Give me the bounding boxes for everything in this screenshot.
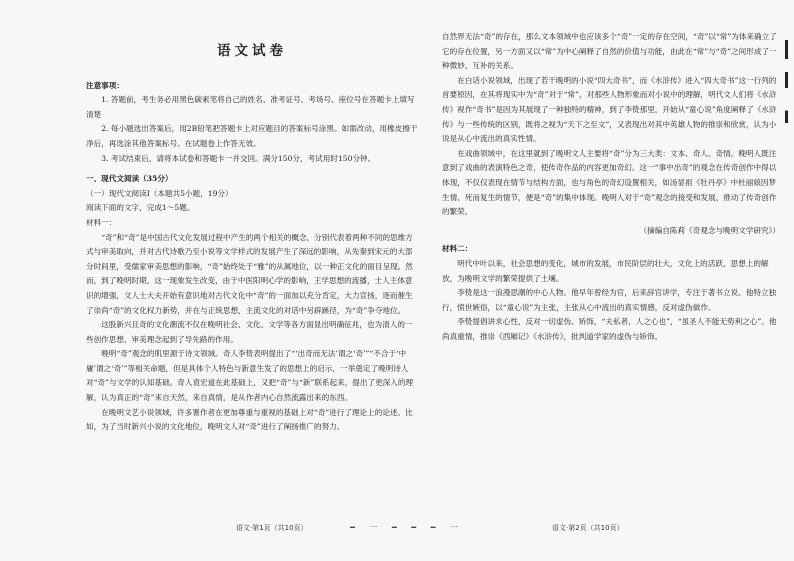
notice-heading: 注意事项： [86, 80, 124, 90]
paragraph: 明代中叶以来，社会思想的变化，城市的发展，市民阶层的壮大，文化上的活跃，思想上的解放，为晚明文学的繁荣提供了土壤。 [442, 258, 769, 283]
paragraph: 这股新兴且奇的文化潮流不仅在晚明社会、文化、文学等各方面显出明确征兆，也为清人的一些创作思想、审美理念起到了导先路的作用。 [86, 320, 413, 344]
section-heading: 一、现代文阅读（35分） [86, 174, 173, 184]
right-page [442, 30, 780, 344]
material-1-label: 材料一： [86, 217, 117, 227]
scan-edge-marks [785, 40, 788, 200]
notice-item-3: 3. 考试结束后，请将本试卷和答题卡一并交回。满分150分，考试用时150分钟。 [101, 153, 376, 163]
source-citation: （摘编自陈莉《奇观念与晚明文学研究》） [639, 225, 780, 235]
subsection-heading: （一）现代文阅读Ⅰ（本题共5小题，19分） [86, 188, 233, 198]
page-footer-left: 语文·第1页（共10页） [236, 524, 308, 532]
notice-item-1: 1. 答题前，考生务必用黑色碳素笔将自己的姓名、准考证号、考场号、座位号在答题卡上填写清楚 [86, 95, 415, 119]
left-page [86, 30, 418, 435]
paragraph: 李贽是这一浪漫思潮的中心人物。他早年曾经为官，后来辞官讲学，专注于著书立说。他特立独行，愤世嫉俗，以“童心说”为主张，主张从心中流出的真实情感，反对虚伪做作。 [442, 288, 777, 312]
paragraph: 在晚明文艺小说领域，许多署作者在更加尊重与重视的基础上对“奇”进行了理论上的论述。比如，为了当时新兴小说的文化地位，晚明文人对“奇”进行了阐扬推广的努力。 [86, 407, 413, 432]
paragraph: 李贽提倡讲求心性，反对一切虚伪、矫饰，“夫私者，人之心也”，“虽圣人不能无势利之心”。他尚真重情，推崇《西厢记》《水浒传》，批判道学家的虚伪与矫饰。 [442, 317, 777, 341]
notice-item-2: 2. 每小题选出答案后，用2B铅笔把答题卡上对应题目的答案标号涂黑。如需改动，用橡皮擦干净后，再选涂其他答案标号。在试题卷上作答无效。 [86, 124, 418, 148]
fold-mark: ━ 一 ━ ━ ━ 一 [350, 523, 464, 532]
paragraph: 在戏曲领域中，在这里就到了晚明文人主要将“奇”分为三大类：文本、奇人、奇情。晚明人既注意到了戏曲的表演特色之奇，使传奇作品的内容更加奇幻。这一“事中出奇”的观念在传奇创作中得以体现，不仅仅表现在情节与结构方面，也与角色的奇幻设置相关，如汤显祖《牡丹亭》中杜丽娘因梦生情、死而复生的情节，便是“奇”的集中体现。晚明人对于“奇”观念的接受和发展，推动了传奇创作的繁荣。 [442, 148, 777, 217]
exam-title: 语文试卷 [217, 43, 287, 59]
paragraph: 晚明“奇”观念的肌里源于诗文领域。奇人李贽表明提出了“‘出奇而无法’谓之‘奇’”“不合于‘中庸’谓之‘奇’”等相关命题，但是具体个人特色与新意生发了的思想上的启示，一举奠定了晚明诗人对“奇”与文学的认知基础。奇人袁宏道在此基础上，又把“奇”与“新”联系起来，提出了更深入的理解，认为真正的“奇”来自天然，来自真情，是从作者内心自然流露出来的东西。 [86, 349, 414, 403]
page-footer-right: 语文·第2页（共10页） [552, 524, 624, 532]
reading-instruction: 阅读下面的文字，完成1～5题。 [86, 203, 195, 213]
paragraph: “奇”和“奇”是中国古代文化发展过程中产生的两个相关的概念，分别代表着两种不同的思维方式与审美取向，并对古代诗歌乃至小说等文学样式的发展产生了深远的影响，从先秦到宋元的大部分时间里，受儒家审美思想的影响，“奇”始终处于“雅”的从属地位，以一种正文化的面目呈现。然而，到了晚明时期，这一现象发生改变，由于中医阳明心学的影响，王学思想的流播，士人主体意识的增强，文人士大夫开始有意识地对古代文化中“奇”的一面加以充分肯定，大力宣扬，逐而催生了崇尚“奇”的文化权力新势，并在与正统思想，主流文化的对话中另辟蹊径，为“奇”争夺地位。 [86, 232, 413, 315]
paragraph: 自然界无法“奇”的存在，那么文本领域中也应该多个“奇”一定的存在空间，“奇”以“常”为体来确立了它的存在位置，另一方面又以“常”为中心阐释了自然的价值与功能，由此在“常”与“奇”之间形成了一种微妙、互补的关系。 [442, 32, 777, 71]
material-2-label: 材料二： [442, 244, 473, 254]
paragraph: 在白话小说领域，出现了若干晚明的小说“四大奇书”，而《水浒传》进入“四大奇书”这一行列的首要原因，在其将现实中为“奇”对于“常”，对那些人物形象而对小说中的理解，明代文人们将《水浒传》视作“奇书”是因为其展现了一种独特的精神，到了李贽那里，开始从“童心说”角度阐释了《水浒传》与一些传统的区别，既将之视为“天下之至文”，又表现出对其中英雄人物的推崇和欣赏，认为小说是从心中流出的真实性情。 [442, 75, 777, 144]
